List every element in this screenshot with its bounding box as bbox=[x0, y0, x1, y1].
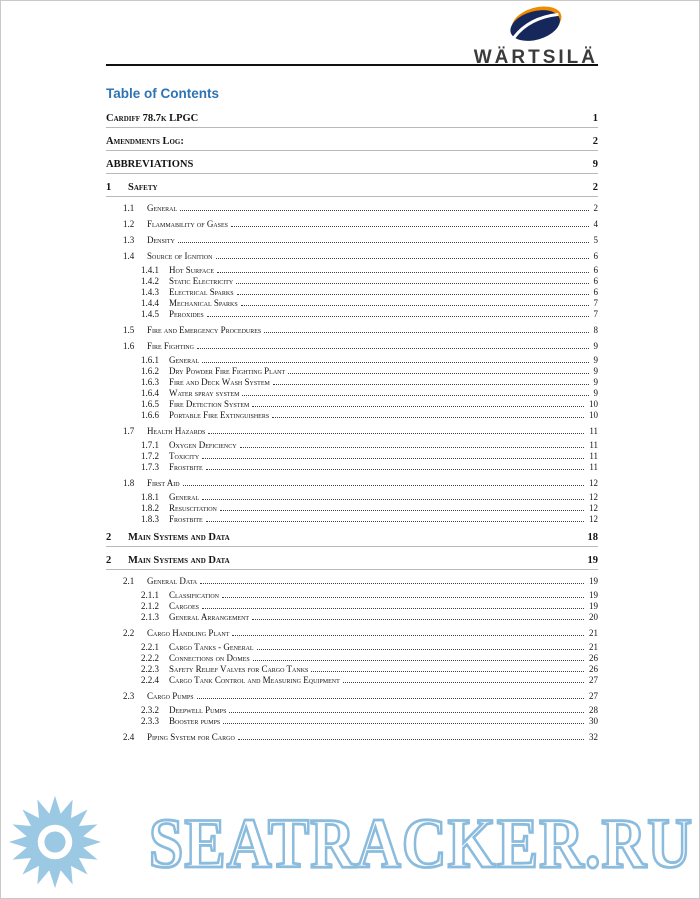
toc-entry-page: 6 bbox=[593, 265, 598, 275]
dot-leader bbox=[197, 341, 589, 349]
toc-entry-number: 2.3 bbox=[123, 691, 135, 701]
toc-entry-label: Flammability of Gases bbox=[147, 219, 229, 229]
toc-row[interactable] bbox=[106, 440, 598, 450]
toc-entry-label: Classification bbox=[169, 590, 220, 600]
toc-entry-page: 6 bbox=[593, 287, 598, 297]
toc-row[interactable] bbox=[106, 532, 598, 547]
dot-leader bbox=[206, 514, 584, 522]
dot-leader bbox=[288, 366, 588, 374]
toc-entry-number: 1.4.4 bbox=[141, 298, 159, 308]
sun-icon bbox=[7, 794, 103, 895]
toc-entry-label: Booster pumps bbox=[169, 716, 221, 726]
toc-row[interactable] bbox=[106, 341, 598, 351]
toc-entry-number: 1.5 bbox=[123, 325, 135, 335]
toc-row[interactable] bbox=[106, 451, 598, 461]
toc-row[interactable] bbox=[106, 388, 598, 398]
toc-entry-number: 2 bbox=[106, 555, 112, 566]
toc-entry-label: Connections on Domes bbox=[169, 653, 250, 663]
toc-entry-number: 1.6.2 bbox=[141, 366, 159, 376]
toc-entry-label: Safety bbox=[128, 182, 158, 193]
toc-entry-label: Cargo Handling Plant bbox=[147, 628, 230, 638]
toc-entry-label: ABBREVIATIONS bbox=[106, 159, 194, 170]
toc-entry-number: 2.1 bbox=[123, 576, 135, 586]
toc-entry-page: 12 bbox=[589, 503, 598, 513]
toc-entry-page: 28 bbox=[589, 705, 598, 715]
dot-leader bbox=[220, 503, 584, 511]
dot-leader bbox=[206, 462, 585, 470]
toc-entry-number: 2.2.1 bbox=[141, 642, 159, 652]
toc-row[interactable] bbox=[106, 235, 598, 245]
toc-entry-number: 1.4.1 bbox=[141, 265, 159, 275]
toc-entry-number: 1.4.3 bbox=[141, 287, 159, 297]
toc-row[interactable] bbox=[106, 576, 598, 586]
toc-row[interactable] bbox=[106, 691, 598, 701]
toc-entry-label: General Arrangement bbox=[169, 612, 250, 622]
dot-leader bbox=[216, 251, 589, 259]
toc-row[interactable] bbox=[106, 410, 598, 420]
toc-entry-page: 11 bbox=[589, 440, 598, 450]
toc-entry-page: 1 bbox=[592, 113, 598, 124]
toc-entry-number: 2.1.3 bbox=[141, 612, 159, 622]
leader-space bbox=[158, 182, 591, 194]
dot-leader bbox=[252, 399, 584, 407]
leader-space bbox=[193, 159, 590, 171]
dot-leader bbox=[200, 576, 584, 584]
toc-entry-number: 1.6.3 bbox=[141, 377, 159, 387]
toc-row[interactable] bbox=[106, 159, 598, 174]
toc-entry-page: 19 bbox=[587, 555, 598, 566]
toc-row[interactable] bbox=[106, 251, 598, 261]
toc-entry-number: 1.7 bbox=[123, 426, 135, 436]
toc-entry-label: First Aid bbox=[147, 478, 180, 488]
toc-entry-label: Toxicity bbox=[169, 451, 200, 461]
toc-entry-number: 2.3.3 bbox=[141, 716, 159, 726]
toc-entry-page: 11 bbox=[589, 426, 598, 436]
toc-entry-number: 1.1 bbox=[123, 203, 135, 213]
toc-entry-label: Piping System for Cargo bbox=[147, 732, 235, 742]
toc-entry-page: 21 bbox=[589, 642, 598, 652]
toc-entry-label: Resuscitation bbox=[169, 503, 217, 513]
dot-leader bbox=[217, 265, 589, 273]
toc-entry-label: Deepwell Pumps bbox=[169, 705, 227, 715]
toc-entry-label: Main Systems and Data bbox=[128, 532, 230, 543]
toc-row[interactable] bbox=[106, 653, 598, 663]
toc-entry-page: 27 bbox=[589, 675, 598, 685]
toc-entry-number: 1.3 bbox=[123, 235, 135, 245]
toc-row[interactable] bbox=[106, 113, 598, 128]
dot-leader bbox=[178, 235, 589, 243]
toc-entry-page: 32 bbox=[589, 732, 598, 742]
toc-entry-label: General bbox=[169, 492, 200, 502]
toc-entry-number: 1.6.4 bbox=[141, 388, 159, 398]
toc-entry-page: 11 bbox=[589, 462, 598, 472]
toc-entry-number: 1.2 bbox=[123, 219, 135, 229]
dot-leader bbox=[202, 492, 584, 500]
toc-row[interactable] bbox=[106, 426, 598, 436]
toc-entry-page: 19 bbox=[589, 576, 598, 586]
toc-entry-label: Water spray system bbox=[169, 388, 240, 398]
toc-entry-page: 27 bbox=[589, 691, 598, 701]
toc-entry-number: 1.4 bbox=[123, 251, 135, 261]
dot-leader bbox=[257, 642, 584, 650]
toc-row[interactable] bbox=[106, 366, 598, 376]
toc-entry-label: Fire Fighting bbox=[147, 341, 194, 351]
toc-entry-page: 2 bbox=[593, 203, 598, 213]
toc-entry-label: Health Hazards bbox=[147, 426, 206, 436]
toc-entry-page: 20 bbox=[589, 612, 598, 622]
toc-entry-page: 30 bbox=[589, 716, 598, 726]
toc-entry-page: 10 bbox=[589, 410, 598, 420]
toc-entry-label: Mechanical Sparks bbox=[169, 298, 238, 308]
toc-entry-page: 19 bbox=[589, 601, 598, 611]
toc-entry-label: Portable Fire Extinguishers bbox=[169, 410, 270, 420]
dot-leader bbox=[242, 388, 588, 396]
leader-space bbox=[230, 532, 586, 544]
toc-entry-label: General Data bbox=[147, 576, 198, 586]
dot-leader bbox=[222, 590, 584, 598]
toc-entry-number: 1.6.5 bbox=[141, 399, 159, 409]
toc-entry-number: 1.4.2 bbox=[141, 276, 159, 286]
toc-entry-label: Frostbite bbox=[169, 514, 203, 524]
toc-entry-number: 1 bbox=[106, 182, 112, 193]
dot-leader bbox=[240, 440, 585, 448]
dot-leader bbox=[231, 219, 588, 227]
toc-entry-page: 7 bbox=[593, 298, 598, 308]
toc-entry-label: Safety Relief Valves for Cargo Tanks bbox=[169, 664, 309, 674]
toc-title: Table of Contents bbox=[106, 86, 219, 101]
toc-entry-label: Main Systems and Data bbox=[128, 555, 230, 566]
dot-leader bbox=[273, 377, 589, 385]
toc-row[interactable] bbox=[106, 377, 598, 387]
toc-row[interactable] bbox=[106, 601, 598, 611]
toc-entry-page: 9 bbox=[593, 388, 598, 398]
toc-entry-label: Cargo Tanks - General bbox=[169, 642, 254, 652]
toc-entry-label: Cargo Pumps bbox=[147, 691, 194, 701]
dot-leader bbox=[207, 309, 589, 317]
toc-entry-page: 11 bbox=[589, 451, 598, 461]
dot-leader bbox=[232, 628, 584, 636]
toc-entry-page: 2 bbox=[592, 136, 598, 147]
watermark bbox=[7, 793, 693, 895]
toc-entry-number: 1.7.3 bbox=[141, 462, 159, 472]
toc-row[interactable] bbox=[106, 325, 598, 335]
toc-row[interactable] bbox=[106, 716, 598, 726]
toc-entry-label: Density bbox=[147, 235, 175, 245]
toc-row[interactable] bbox=[106, 732, 598, 742]
toc-entry-number: 2.2.3 bbox=[141, 664, 159, 674]
toc-entry-page: 12 bbox=[589, 514, 598, 524]
toc-row[interactable] bbox=[106, 399, 598, 409]
dot-leader bbox=[238, 732, 584, 740]
toc-entry-number: 1.7.2 bbox=[141, 451, 159, 461]
toc-row[interactable] bbox=[106, 287, 598, 297]
toc-entry-number: 1.6.1 bbox=[141, 355, 159, 365]
dot-leader bbox=[202, 355, 588, 363]
toc-entry-page: 6 bbox=[593, 251, 598, 261]
toc-row[interactable] bbox=[106, 492, 598, 502]
toc-row[interactable] bbox=[106, 642, 598, 652]
dot-leader bbox=[252, 612, 584, 620]
dot-leader bbox=[202, 451, 584, 459]
toc-row[interactable] bbox=[106, 514, 598, 524]
toc-entry-page: 9 bbox=[593, 366, 598, 376]
dot-leader bbox=[241, 298, 589, 306]
toc-entry-page: 18 bbox=[587, 532, 598, 543]
toc-entry-label: Static Electricity bbox=[169, 276, 234, 286]
toc-entry-page: 9 bbox=[593, 341, 598, 351]
toc-entry-number: 1.6 bbox=[123, 341, 135, 351]
toc-entry-label: Frostbite bbox=[169, 462, 203, 472]
dot-leader bbox=[253, 653, 584, 661]
toc-entry-number: 2.1.1 bbox=[141, 590, 159, 600]
toc-entry-page: 6 bbox=[593, 276, 598, 286]
toc-row[interactable] bbox=[106, 478, 598, 488]
toc-row[interactable] bbox=[106, 298, 598, 308]
toc-entry-page: 9 bbox=[593, 377, 598, 387]
dot-leader bbox=[180, 203, 588, 211]
dot-leader bbox=[237, 287, 589, 295]
toc-row[interactable] bbox=[106, 462, 598, 472]
toc-row[interactable] bbox=[106, 675, 598, 685]
dot-leader bbox=[223, 716, 584, 724]
toc-entry-page: 12 bbox=[589, 492, 598, 502]
toc-section bbox=[106, 85, 598, 746]
toc-entry-label: General bbox=[147, 203, 178, 213]
toc-entry-label: Electrical Sparks bbox=[169, 287, 234, 297]
toc-entry-number: 1.4.5 bbox=[141, 309, 159, 319]
toc-entry-number: 1.8.2 bbox=[141, 503, 159, 513]
toc-entry-number: 2.2.2 bbox=[141, 653, 159, 663]
toc-entry-label: Fire and Deck Wash System bbox=[169, 377, 270, 387]
toc-entry-number: 2 bbox=[106, 532, 112, 543]
toc-entry-number: 1.8.3 bbox=[141, 514, 159, 524]
toc-entry-label: Oxygen Deficiency bbox=[169, 440, 237, 450]
toc-row[interactable] bbox=[106, 219, 598, 229]
dot-leader bbox=[272, 410, 584, 418]
toc-entry-number: 2.2.4 bbox=[141, 675, 159, 685]
toc-entry-number: 2.2 bbox=[123, 628, 135, 638]
toc-entry-page: 8 bbox=[593, 325, 598, 335]
toc-entry-label: Amendments Log: bbox=[106, 136, 184, 147]
dot-leader bbox=[343, 675, 584, 683]
page-header bbox=[106, 1, 598, 66]
wartsila-logo-icon bbox=[505, 6, 567, 47]
toc-entry-label: Fire and Emergency Procedures bbox=[147, 325, 262, 335]
dot-leader bbox=[264, 325, 588, 333]
toc-entry-page: 10 bbox=[589, 399, 598, 409]
toc-row[interactable] bbox=[106, 265, 598, 275]
toc-entry-number: 2.4 bbox=[123, 732, 135, 742]
toc-entry-page: 9 bbox=[593, 355, 598, 365]
toc-entry-number: 1.8.1 bbox=[141, 492, 159, 502]
dot-leader bbox=[202, 601, 584, 609]
toc-entry-label: Peroxides bbox=[169, 309, 204, 319]
toc-entry-label: General bbox=[169, 355, 200, 365]
watermark-text: SEATRACKER.RU bbox=[148, 804, 693, 884]
toc-entry-page: 12 bbox=[589, 478, 598, 488]
toc-row[interactable] bbox=[106, 203, 598, 213]
toc-row[interactable] bbox=[106, 136, 598, 151]
toc-entry-page: 4 bbox=[593, 219, 598, 229]
leader-space bbox=[230, 555, 586, 567]
toc-entry-label: Source of Ignition bbox=[147, 251, 213, 261]
toc-entry-page: 5 bbox=[593, 235, 598, 245]
toc-entry-page: 9 bbox=[592, 159, 598, 170]
leader-space bbox=[184, 136, 591, 148]
toc-entry-page: 7 bbox=[593, 309, 598, 319]
toc-row[interactable] bbox=[106, 309, 598, 319]
toc-entry-number: 1.6.6 bbox=[141, 410, 159, 420]
toc-row[interactable] bbox=[106, 503, 598, 513]
toc-row[interactable] bbox=[106, 664, 598, 674]
toc-list bbox=[106, 113, 598, 742]
dot-leader bbox=[236, 276, 588, 284]
toc-row[interactable] bbox=[106, 612, 598, 622]
toc-entry-page: 21 bbox=[589, 628, 598, 638]
leader-space bbox=[198, 113, 590, 125]
toc-entry-page: 19 bbox=[589, 590, 598, 600]
toc-row[interactable] bbox=[106, 590, 598, 600]
toc-row[interactable] bbox=[106, 555, 598, 570]
toc-row[interactable] bbox=[106, 355, 598, 365]
toc-row[interactable] bbox=[106, 628, 598, 638]
toc-entry-label: Dry Powder Fire Fighting Plant bbox=[169, 366, 286, 376]
toc-entry-number: 2.1.2 bbox=[141, 601, 159, 611]
toc-entry-label: Cargo Tank Control and Measuring Equipment bbox=[169, 675, 340, 685]
dot-leader bbox=[311, 664, 584, 672]
toc-row[interactable] bbox=[106, 276, 598, 286]
wartsila-logo bbox=[474, 6, 598, 68]
toc-entry-page: 26 bbox=[589, 653, 598, 663]
toc-entry-number: 1.8 bbox=[123, 478, 135, 488]
brand-text: WÄRTSILÄ bbox=[473, 47, 598, 68]
toc-entry-label: Fire Detection System bbox=[169, 399, 250, 409]
toc-row[interactable] bbox=[106, 182, 598, 197]
toc-entry-label: Cardiff 78.7k LPGC bbox=[106, 113, 199, 124]
toc-entry-page: 2 bbox=[592, 182, 598, 193]
toc-entry-label: Cargoes bbox=[169, 601, 200, 611]
toc-entry-number: 1.7.1 bbox=[141, 440, 159, 450]
dot-leader bbox=[208, 426, 584, 434]
toc-entry-page: 26 bbox=[589, 664, 598, 674]
dot-leader bbox=[183, 478, 584, 486]
toc-entry-label: Hot Surface bbox=[169, 265, 214, 275]
toc-entry-number: 2.3.2 bbox=[141, 705, 159, 715]
dot-leader bbox=[197, 691, 584, 699]
toc-row[interactable] bbox=[106, 705, 598, 715]
dot-leader bbox=[229, 705, 584, 713]
